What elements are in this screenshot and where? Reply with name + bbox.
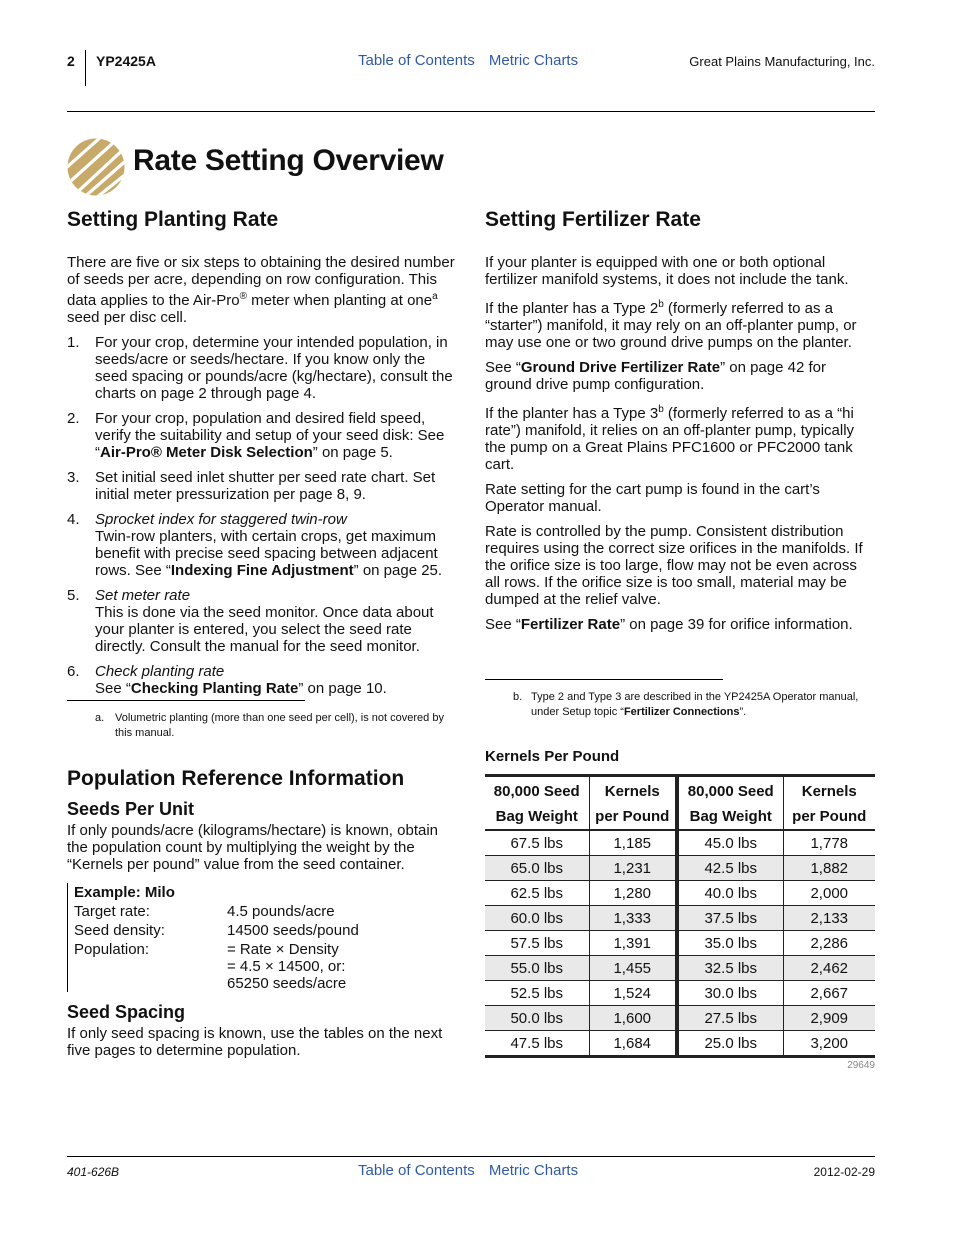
column-header: Kernels <box>589 776 677 805</box>
fertilizer-paragraph: Rate is controlled by the pump. Consistent distribution requires using the correct size orifices in the manifolds. If the orifice size is too large, flow may not be even across all rows. If the orifice size is too small, material may be dumped at the relief valve. <box>485 523 863 608</box>
table-cell: 62.5 lbs <box>485 881 589 906</box>
list-item: 1. For your crop, determine your intended population, in seeds/acre or seeds/hectare. If you know only the seed spacing or pounds/acre (kg/hectare), consult the charts on page 2 through page 4. <box>67 334 453 402</box>
table-cell: 50.0 lbs <box>485 1006 589 1031</box>
seed-spacing-heading: Seed Spacing <box>67 1002 186 1022</box>
example-row: 65250 seeds/acre <box>227 975 347 992</box>
table-cell: 1,391 <box>589 931 677 956</box>
table-row <box>485 981 875 1006</box>
planting-rate-heading: Setting Planting Rate <box>67 208 279 231</box>
table-cell: 25.0 lbs <box>677 1031 783 1057</box>
table-row <box>485 906 875 931</box>
list-item: 2. For your crop, population and desired field speed, verify the suitability and setup of your seed disk: See “Air-Pro® Meter Disk Selection” on page 5. <box>67 410 445 461</box>
table-cell: 3,200 <box>783 1031 875 1057</box>
table-row <box>485 1031 875 1057</box>
example-row: = 4.5 × 14500, or: <box>227 958 346 975</box>
table-cell: 2,133 <box>783 906 875 931</box>
planting-steps-list <box>67 334 457 697</box>
footnote-a: a. Volumetric planting (more than one seed per cell), is not covered by this manual. <box>95 712 444 739</box>
table-cell: 1,333 <box>589 906 677 931</box>
table-cell: 2,909 <box>783 1006 875 1031</box>
list-item: 4. Sprocket index for staggered twin-row Twin-row planters, with certain crops, get maximum benefit with precise seed spacing between adjacent rows. See “Indexing Fine Adjustment” on page 25. <box>67 511 443 579</box>
table-of-contents-link[interactable]: Table of Contents <box>358 1162 475 1179</box>
column-header: 80,000 Seed <box>677 776 783 805</box>
table-cell: 2,667 <box>783 981 875 1006</box>
table-cell: 65.0 lbs <box>485 856 589 881</box>
footer-rule <box>67 1156 875 1157</box>
column-header: Kernels <box>783 776 875 805</box>
fertilizer-paragraph: If the planter has a Type 3$^b$ (formerly referred to as a “hi rate”) manifold, it relies on an off-planter pump, typically the pump on a Great Plains PFC1600 or PFC2000 tank cart. <box>485 404 855 473</box>
fertilizer-paragraph: See “Ground Drive Fertilizer Rate” on page 42 for ground drive pump configuration. <box>485 359 826 393</box>
table-row <box>485 956 875 981</box>
table-cell: 30.0 lbs <box>677 981 783 1006</box>
table-of-contents-link[interactable]: Table of Contents <box>358 52 475 69</box>
table-cell: 1,600 <box>589 1006 677 1031</box>
kernels-per-pound-table <box>485 774 875 1058</box>
table-cell: 2,286 <box>783 931 875 956</box>
column-header: per Pound <box>783 804 875 830</box>
footnote-b: b. Type 2 and Type 3 are described in the YP2425A Operator manual, under Setup topic “Fertilizer Connections”. <box>513 691 859 718</box>
table-cell: 27.5 lbs <box>677 1006 783 1031</box>
table-row <box>485 856 875 881</box>
list-item: 3. Set initial seed inlet shutter per seed rate chart. Set initial meter pressurization per page 8, 9. <box>67 469 436 503</box>
table-cell: 35.0 lbs <box>677 931 783 956</box>
fertilizer-paragraph: If the planter has a Type 2$^b$ (formerly referred to as a “starter”) manifold, it may rely on an off-planter pump, or may use one or two ground drive pumps on the planter. <box>485 299 857 351</box>
table-cell: 37.5 lbs <box>677 906 783 931</box>
list-item: 5. Set meter rate This is done via the seed monitor. Once data about your planter is entered, you select the seed rate directly. Consult the manual for the seed monitor. <box>67 587 434 655</box>
planting-intro: There are five or six steps to obtaining the desired number of seeds per acre, depending on row configuration. This data applies to the Air-Pro® meter when planting at one$^a$ seed per disc cell. <box>67 254 455 326</box>
table-cell: 1,185 <box>589 830 677 856</box>
table-row <box>485 881 875 906</box>
population-heading: Population Reference Information <box>67 767 405 790</box>
example-title: Example: Milo <box>74 884 175 901</box>
seeds-per-unit-text: If only pounds/acre (kilograms/hectare) is known, obtain the population count by multiplying the weight by the “Kernels per pound” value from the seed container. <box>67 822 439 873</box>
metric-charts-link[interactable]: Metric Charts <box>488 1162 579 1179</box>
table-cell: 32.5 lbs <box>677 956 783 981</box>
fertilizer-paragraph: Rate setting for the cart pump is found in the cart’s Operator manual. <box>485 481 820 515</box>
table-cell: 2,462 <box>783 956 875 981</box>
page-title: Rate Setting Overview <box>133 144 444 177</box>
table-cell: 55.0 lbs <box>485 956 589 981</box>
table-cell: 45.0 lbs <box>677 830 783 856</box>
footer-nav <box>358 1162 588 1179</box>
footnote-rule <box>67 700 305 701</box>
seeds-per-unit-heading: Seeds Per Unit <box>67 799 195 819</box>
column-header: 80,000 Seed <box>493 783 580 800</box>
table-row <box>485 830 875 856</box>
table-cell: 2,000 <box>783 881 875 906</box>
fertilizer-paragraph: See “Fertilizer Rate” on page 39 for orifice information. <box>485 616 853 633</box>
example-row: Target rate: 4.5 pounds/acre <box>74 903 335 920</box>
table-row <box>485 931 875 956</box>
table-cell: 60.0 lbs <box>485 906 589 931</box>
revision-date: 2012-02-29 <box>813 1165 875 1179</box>
table-cell: 1,882 <box>783 856 875 881</box>
footnote-rule <box>485 679 723 680</box>
table-row <box>485 1006 875 1031</box>
image-id: 29649 <box>847 1060 875 1071</box>
table-cell: 47.5 lbs <box>485 1031 589 1057</box>
page-number: 2 <box>67 53 75 69</box>
model-number: YP2425A <box>96 53 156 69</box>
column-header: Bag Weight <box>677 804 783 830</box>
table-cell: 1,455 <box>589 956 677 981</box>
table-cell: 42.5 lbs <box>677 856 783 881</box>
table-cell: 52.5 lbs <box>485 981 589 1006</box>
table-cell: 1,280 <box>589 881 677 906</box>
table-cell: 1,684 <box>589 1031 677 1057</box>
fertilizer-rate-heading: Setting Fertilizer Rate <box>485 208 701 231</box>
left-column <box>67 208 457 1067</box>
table-cell: 57.5 lbs <box>485 931 589 956</box>
table-cell: 40.0 lbs <box>677 881 783 906</box>
column-header: Bag Weight <box>495 808 578 825</box>
kernels-table-heading: Kernels Per Pound <box>485 748 620 765</box>
example-box <box>67 883 457 992</box>
table-cell: 67.5 lbs <box>485 830 589 856</box>
header-rule <box>67 111 875 112</box>
list-item: 6. Check planting rate See “Checking Planting Rate” on page 10. <box>67 663 387 697</box>
right-column <box>485 208 875 1071</box>
great-plains-logo-icon <box>67 138 125 196</box>
company-name: Great Plains Manufacturing, Inc. <box>689 54 875 69</box>
table-cell: 1,778 <box>783 830 875 856</box>
table-cell: 1,231 <box>589 856 677 881</box>
header-nav <box>358 52 588 69</box>
metric-charts-link[interactable]: Metric Charts <box>488 52 579 69</box>
fertilizer-paragraph: If your planter is equipped with one or both optional fertilizer manifold systems, it does not include the tank. <box>485 254 849 288</box>
table-cell: 1,524 <box>589 981 677 1006</box>
column-header: per Pound <box>589 804 677 830</box>
example-row: Seed density: 14500 seeds/pound <box>74 922 359 939</box>
seed-spacing-text: If only seed spacing is known, use the tables on the next five pages to determine population. <box>67 1025 443 1059</box>
document-number: 401-626B <box>67 1165 120 1179</box>
header-divider <box>85 50 86 86</box>
example-row: Population: = Rate × Density <box>74 941 339 958</box>
